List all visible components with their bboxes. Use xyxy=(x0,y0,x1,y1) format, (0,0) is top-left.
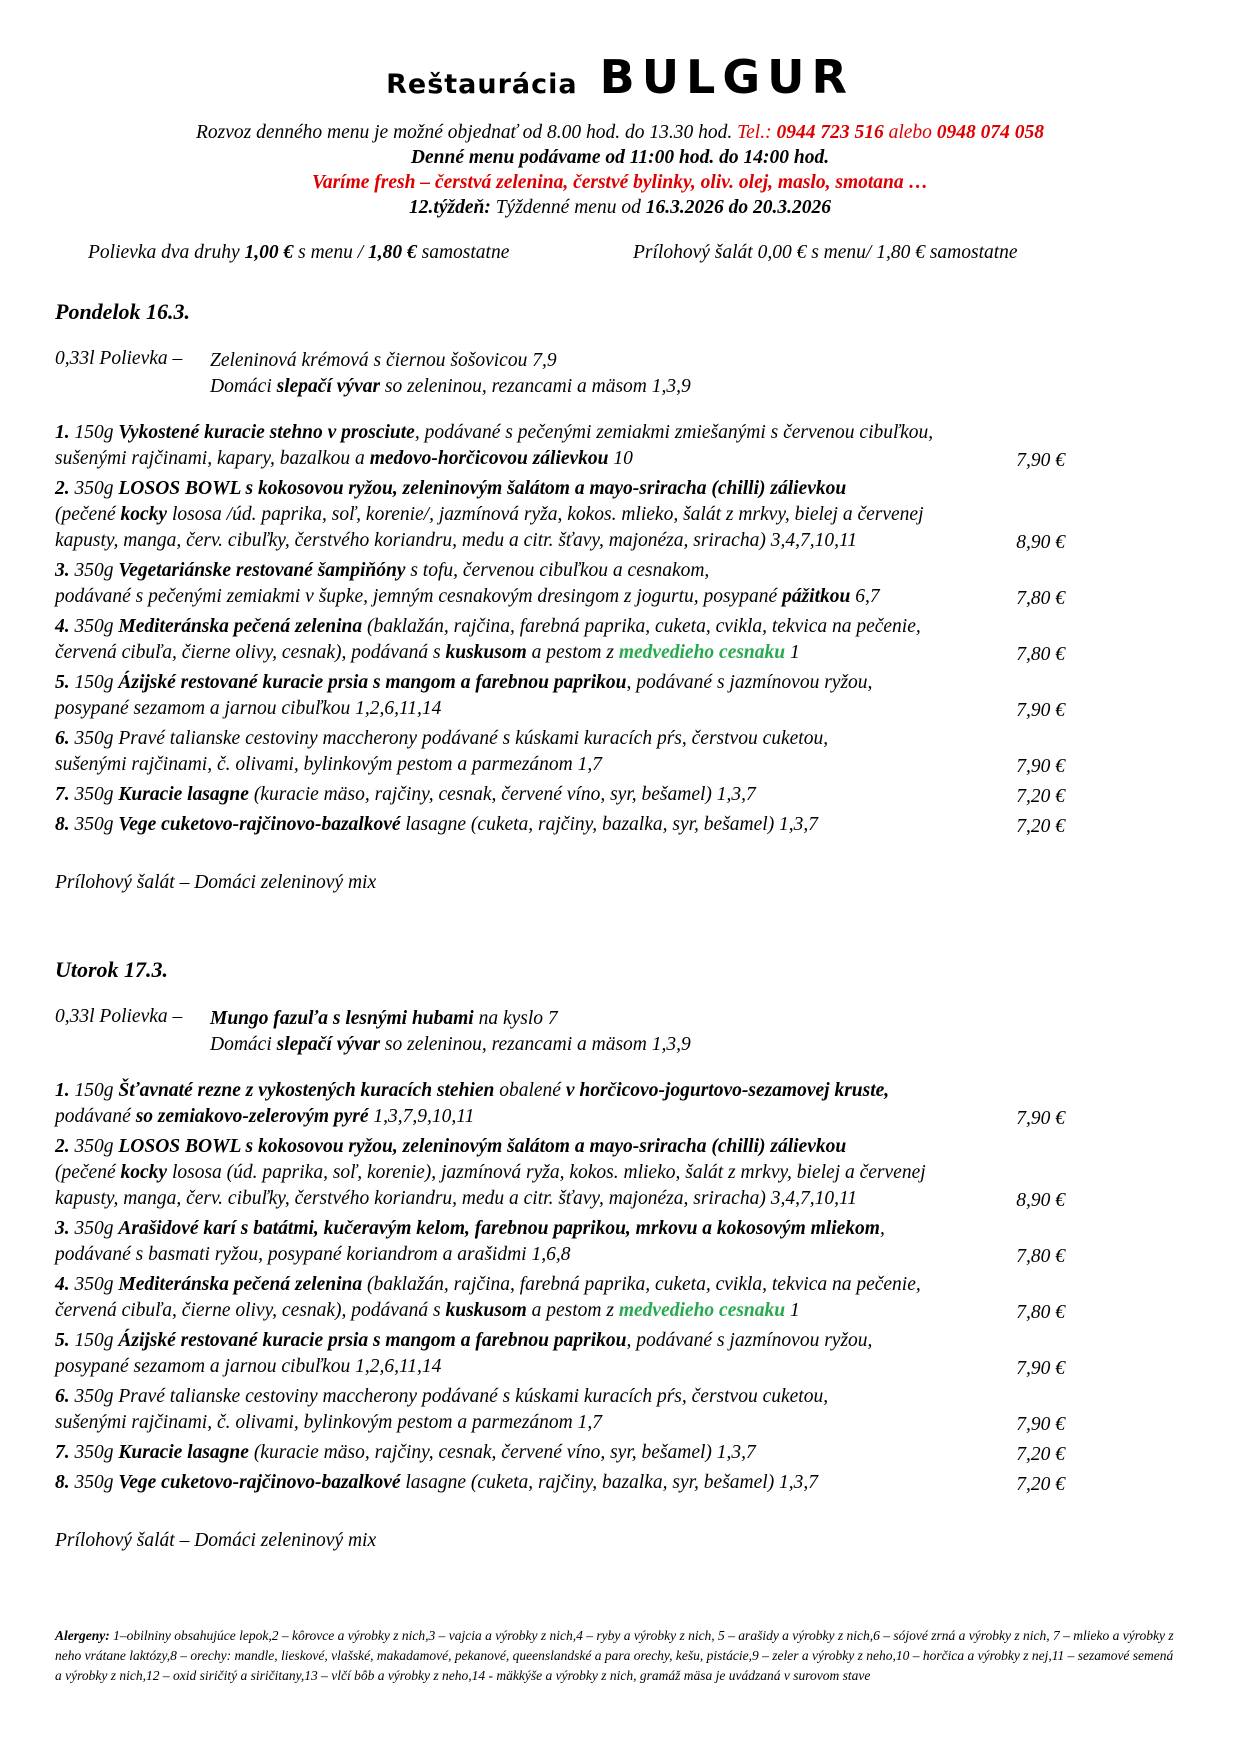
item-text: 1 xyxy=(785,642,800,663)
item-price: 7,90 € xyxy=(1016,1358,1065,1379)
item-price: 7,90 € xyxy=(1016,700,1065,721)
item-weight: 350g xyxy=(74,1386,119,1407)
item-text: (baklažán, rajčina, farebná paprika, cuketa, cvikla, tekvica na pečenie, xyxy=(362,616,921,637)
item-weight: 150g xyxy=(74,672,119,693)
allergens-text: 1–obilniny obsahujúce lepok,2 – kôrovce a výrobky z nich,3 – vajcia a výrobky z nich,4 – ryby a výrobky z nich, 5 – arašidy a výrobky z nich,6 – sójové zrná a výrobky z nich, 7 – mlieko a výrobky z neho vrátane laktózy,8 – orechy: mandle, lieskové, vlašské, makadamové, pekanové, queenslandské a para orechy, kešu, pistácie,9 – zeler a výrobky z neho,10 – horčica a výrobky z nej,11 – sezamové semená a výrobky z nich,12 – oxid siričitý a siričitany,13 – vlčí bôb a výrobky z neho,14 - mäkkýše a výrobky z nich, gramáž mäsa je uvádzaná v surovom stave xyxy=(55,1628,1174,1683)
menu-item-line xyxy=(55,420,1205,446)
item-weight: 350g xyxy=(74,1472,119,1493)
item-weight: 150g xyxy=(74,1330,119,1351)
item-number: 1. xyxy=(55,1080,75,1101)
item-text: (baklažán, rajčina, farebná paprika, cuketa, cvikla, tekvica na pečenie, xyxy=(362,1274,921,1295)
item-text: kapusty, manga, červ. cibuľky, čerstvého koriandru, medu a citr. šťavy, majonéza, sriracha) 3,4,7,10,11 xyxy=(55,530,857,551)
menu-item xyxy=(55,420,1205,472)
item-text: Pravé talianske cestoviny maccherony podávané s kúskami kuracích pŕs, čerstvou cuketou, xyxy=(118,728,829,749)
item-text: Ázijské restované kuracie prsia s mangom a farebnou paprikou xyxy=(118,672,627,693)
soup-text: so zeleninou, rezancami a mäsom 1,3,9 xyxy=(380,376,691,397)
menu-item-line xyxy=(55,558,1205,584)
item-price: 7,90 € xyxy=(1016,756,1065,777)
soup-text: Domáci xyxy=(210,1034,277,1055)
item-price: 7,20 € xyxy=(1016,816,1065,837)
menu-item-line xyxy=(55,1328,1205,1354)
item-text: lasagne (cuketa, rajčiny, bazalka, syr, bešamel) 1,3,7 xyxy=(400,814,819,835)
soup-price-text: 1,80 € xyxy=(368,242,417,263)
delivery-info xyxy=(0,120,1240,145)
item-text: kuskusom xyxy=(445,1300,527,1321)
item-text: sušenými rajčinami, kapary, bazalkou a xyxy=(55,448,370,469)
soup-text: Zeleninová krémová s čiernou šošovicou 7,9 xyxy=(210,350,557,371)
menu-item-line xyxy=(55,502,1205,528)
item-price: 7,90 € xyxy=(1016,1108,1065,1129)
item-text: podávané s basmati ryžou, posypané koriandrom a arašidmi 1,6,8 xyxy=(55,1244,571,1265)
menu-item xyxy=(55,1216,1205,1268)
menu-item xyxy=(55,476,1205,554)
item-text: podávané s pečenými zemiakmi v šupke, jemným cesnakovým dresingom z jogurtu, posypané xyxy=(55,586,783,607)
item-text: a pestom z xyxy=(526,642,619,663)
menu-item xyxy=(55,1272,1205,1324)
item-text: Mediteránska pečená zelenina xyxy=(118,616,363,637)
item-number: 6. xyxy=(55,1386,75,1407)
menu-item-line xyxy=(55,614,1205,640)
item-text: so zemiakovo-zelerovým pyré xyxy=(135,1106,369,1127)
item-weight: 350g xyxy=(74,560,119,581)
menu-item xyxy=(55,1328,1205,1380)
item-text: pážitkou xyxy=(782,586,851,607)
item-text: 1 xyxy=(785,1300,800,1321)
item-text: LOSOS BOWL s kokosovou ryžou, zeleninovým šalátom a mayo-sriracha (chilli) zálievkou xyxy=(118,478,847,499)
item-text: s tofu, červenou cibuľkou a cesnakom, xyxy=(405,560,710,581)
item-weight: 150g xyxy=(74,422,119,443)
soup-block xyxy=(55,348,1240,400)
item-text: medovo-horčicovou zálievkou xyxy=(369,448,609,469)
menu-header xyxy=(0,50,1240,220)
menu-item-line xyxy=(55,1160,1205,1186)
item-price: 7,90 € xyxy=(1016,1414,1065,1435)
menu-item xyxy=(55,1078,1205,1130)
item-text: Ázijské restované kuracie prsia s mangom a farebnou paprikou xyxy=(118,1330,627,1351)
menu-item-line xyxy=(55,726,1205,752)
item-number: 2. xyxy=(55,1136,75,1157)
item-text: , xyxy=(879,1218,885,1239)
week-text: 12.týždeň: xyxy=(409,197,491,218)
item-text: 1,3,7,9,10,11 xyxy=(368,1106,475,1127)
item-number: 3. xyxy=(55,560,75,581)
item-text: Arašidové karí s batátmi, kučeravým kelom, farebnou paprikou, mrkovu a kokosovým mliekom xyxy=(118,1218,880,1239)
item-number: 6. xyxy=(55,728,75,749)
item-price: 7,90 € xyxy=(1016,450,1065,471)
item-weight: 350g xyxy=(74,1442,119,1463)
item-text: obalené xyxy=(494,1080,566,1101)
item-text: a pestom z xyxy=(526,1300,619,1321)
restaurant-label: Reštaurácia xyxy=(386,69,578,100)
soup-price-text: Polievka dva druhy xyxy=(88,242,245,263)
restaurant-name: BULGUR xyxy=(599,50,854,104)
item-number: 5. xyxy=(55,1330,75,1351)
allergens-note xyxy=(55,1626,1182,1686)
item-list xyxy=(55,1078,1240,1496)
delivery-text: 0944 723 516 xyxy=(776,122,884,143)
item-text: , podávané s pečenými zemiakmi zmiešanými s červenou cibuľkou, xyxy=(414,422,934,443)
menu-item xyxy=(55,782,1205,808)
salad-pricing xyxy=(633,242,1018,264)
item-text: Kuracie lasagne xyxy=(118,1442,249,1463)
restaurant-title xyxy=(0,50,1240,104)
item-text: červená cibuľa, čierne olivy, cesnak), podávaná s xyxy=(55,642,446,663)
menu-item-line xyxy=(55,1384,1205,1410)
week-text: Týždenné menu od xyxy=(490,197,646,218)
menu-item xyxy=(55,670,1205,722)
soup-item xyxy=(210,374,691,400)
item-text: 6,7 xyxy=(850,586,880,607)
item-text: Vykostené kuracie stehno v prosciute xyxy=(118,422,415,443)
soup-price-text: 1,00 € xyxy=(244,242,294,263)
item-text: kapusty, manga, červ. cibuľky, čerstvého koriandru, medu a citr. šťavy, majonéza, sriracha) 3,4,7,10,11 xyxy=(55,1188,857,1209)
menu-item-line xyxy=(55,670,1205,696)
soup-pricing xyxy=(88,242,509,264)
menu-item xyxy=(55,558,1205,610)
day-title: Pondelok 16.3. xyxy=(55,299,191,324)
item-text: lososa (úd. paprika, soľ, korenie), jazmínová ryža, kokos. mlieko, šalát z mrkvy, bielej a červenej xyxy=(167,1162,926,1183)
menu-item-line xyxy=(55,1134,1205,1160)
menu-item xyxy=(55,614,1205,666)
day-section xyxy=(0,298,1240,896)
week-text: 16.3.2026 do 20.3.2026 xyxy=(645,197,831,218)
item-text: 10 xyxy=(608,448,633,469)
item-weight: 350g xyxy=(74,616,119,637)
item-number: 4. xyxy=(55,1274,75,1295)
item-text: LOSOS BOWL s kokosovou ryžou, zeleninovým šalátom a mayo-sriracha (chilli) zálievkou xyxy=(118,1136,847,1157)
soup-text: Mungo fazuľa s lesnými hubami xyxy=(210,1008,474,1029)
menu-item-line xyxy=(55,1216,1205,1242)
item-text: Pravé talianske cestoviny maccherony podávané s kúskami kuracích pŕs, čerstvou cuketou, xyxy=(118,1386,829,1407)
item-number: 7. xyxy=(55,784,75,805)
item-text: kocky xyxy=(120,504,168,525)
item-price: 7,20 € xyxy=(1016,1474,1065,1495)
item-price: 7,80 € xyxy=(1016,1246,1065,1267)
fresh-info: Varíme fresh – čerstvá zelenina, čerstvé bylinky, oliv. olej, maslo, smotana … xyxy=(311,172,928,193)
item-text: , podávané s jazmínovou ryžou, xyxy=(626,672,873,693)
item-number: 3. xyxy=(55,1218,75,1239)
item-text: kuskusom xyxy=(445,642,527,663)
item-number: 8. xyxy=(55,814,75,835)
item-price: 7,80 € xyxy=(1016,644,1065,665)
item-text: medvedieho cesnaku xyxy=(618,1300,786,1321)
soup-size-label: 0,33l Polievka – xyxy=(55,1006,183,1027)
menu-item-line xyxy=(55,1272,1205,1298)
day-section xyxy=(0,956,1240,1554)
item-weight: 350g xyxy=(74,1218,119,1239)
day-title: Utorok 17.3. xyxy=(55,957,169,982)
delivery-text: Tel.: xyxy=(737,122,777,143)
item-price: 7,20 € xyxy=(1016,1444,1065,1465)
item-weight: 350g xyxy=(74,784,119,805)
soup-item xyxy=(210,1006,691,1032)
salad-price-text: Prílohový šalát 0,00 € s menu/ 1,80 € samostatne xyxy=(633,242,1018,263)
item-text: podávané xyxy=(55,1106,136,1127)
item-text: (kuracie mäso, rajčiny, cesnak, červené víno, syr, bešamel) 1,3,7 xyxy=(248,784,756,805)
item-weight: 350g xyxy=(74,1136,119,1157)
item-text: posypané sezamom a jarnou cibuľkou 1,2,6,11,14 xyxy=(55,698,442,719)
soup-list xyxy=(210,1006,691,1058)
menu-days xyxy=(0,298,1240,1554)
item-text: medvedieho cesnaku xyxy=(618,642,786,663)
menu-item xyxy=(55,1134,1205,1212)
menu-item-line xyxy=(55,1078,1205,1104)
item-text: Mediteránska pečená zelenina xyxy=(118,1274,363,1295)
soup-text: na kyslo 7 xyxy=(473,1008,558,1029)
soup-text: slepačí vývar xyxy=(276,1034,381,1055)
delivery-text: 0948 074 058 xyxy=(936,122,1045,143)
soup-text: Domáci xyxy=(210,376,277,397)
item-number: 2. xyxy=(55,478,75,499)
soup-item xyxy=(210,348,691,374)
item-weight: 350g xyxy=(74,478,119,499)
side-salad: Prílohový šalát – Domáci zeleninový mix xyxy=(55,1530,377,1551)
item-text: lososa /úd. paprika, soľ, korenie/, jazmínová ryža, kokos. mlieko, šalát z mrkvy, bielej a červenej xyxy=(167,504,924,525)
item-text: Kuracie lasagne xyxy=(118,784,249,805)
pricing-row xyxy=(0,242,1240,268)
menu-item-line xyxy=(55,476,1205,502)
item-number: 5. xyxy=(55,672,75,693)
item-text: Vegetariánske restované šampiňóny xyxy=(118,560,406,581)
item-price: 7,20 € xyxy=(1016,786,1065,807)
item-price: 8,90 € xyxy=(1016,532,1065,553)
serving-hours: Denné menu podávame od 11:00 hod. do 14:00 hod. xyxy=(410,147,830,168)
item-text: posypané sezamom a jarnou cibuľkou 1,2,6,11,14 xyxy=(55,1356,442,1377)
item-weight: 150g xyxy=(74,1080,119,1101)
item-weight: 350g xyxy=(74,814,119,835)
item-text: sušenými rajčinami, č. olivami, bylinkovým pestom a parmezánom 1,7 xyxy=(55,754,602,775)
item-text: sušenými rajčinami, č. olivami, bylinkovým pestom a parmezánom 1,7 xyxy=(55,1412,602,1433)
item-list xyxy=(55,420,1240,838)
menu-item xyxy=(55,812,1205,838)
menu-item xyxy=(55,1470,1205,1496)
item-number: 7. xyxy=(55,1442,75,1463)
item-text: Vege cuketovo-rajčinovo-bazalkové xyxy=(118,814,401,835)
item-text: kocky xyxy=(120,1162,168,1183)
week-info xyxy=(0,195,1240,220)
item-price: 8,90 € xyxy=(1016,1190,1065,1211)
item-text: červená cibuľa, čierne olivy, cesnak), podávaná s xyxy=(55,1300,446,1321)
item-number: 4. xyxy=(55,616,75,637)
item-text: Vege cuketovo-rajčinovo-bazalkové xyxy=(118,1472,401,1493)
soup-size-label: 0,33l Polievka – xyxy=(55,348,183,369)
delivery-text: Rozvoz denného menu je možné objednať od 8.00 hod. do 13.30 hod. xyxy=(195,122,738,143)
soup-item xyxy=(210,1032,691,1058)
menu-item xyxy=(55,726,1205,778)
item-text: (kuracie mäso, rajčiny, cesnak, červené víno, syr, bešamel) 1,3,7 xyxy=(248,1442,756,1463)
item-weight: 350g xyxy=(74,1274,119,1295)
item-text: (pečené xyxy=(55,1162,121,1183)
item-text: (pečené xyxy=(55,504,121,525)
soup-text: so zeleninou, rezancami a mäsom 1,3,9 xyxy=(380,1034,691,1055)
allergens-text: Alergeny: xyxy=(55,1628,114,1643)
item-weight: 350g xyxy=(74,728,119,749)
side-salad: Prílohový šalát – Domáci zeleninový mix xyxy=(55,872,377,893)
soup-list xyxy=(210,348,691,400)
soup-price-text: samostatne xyxy=(416,242,510,263)
soup-text: slepačí vývar xyxy=(276,376,381,397)
item-text: v horčicovo-jogurtovo-sezamovej kruste, xyxy=(565,1080,890,1101)
item-price: 7,80 € xyxy=(1016,1302,1065,1323)
menu-item xyxy=(55,1384,1205,1436)
soup-block xyxy=(55,1006,1240,1058)
item-price: 7,80 € xyxy=(1016,588,1065,609)
soup-price-text: s menu / xyxy=(293,242,368,263)
item-number: 1. xyxy=(55,422,75,443)
delivery-text: alebo xyxy=(883,122,937,143)
item-text: , podávané s jazmínovou ryžou, xyxy=(626,1330,873,1351)
item-text: lasagne (cuketa, rajčiny, bazalka, syr, bešamel) 1,3,7 xyxy=(400,1472,819,1493)
item-text: Šťavnaté rezne z vykostených kuracích stehien xyxy=(118,1080,495,1101)
menu-item xyxy=(55,1440,1205,1466)
item-number: 8. xyxy=(55,1472,75,1493)
